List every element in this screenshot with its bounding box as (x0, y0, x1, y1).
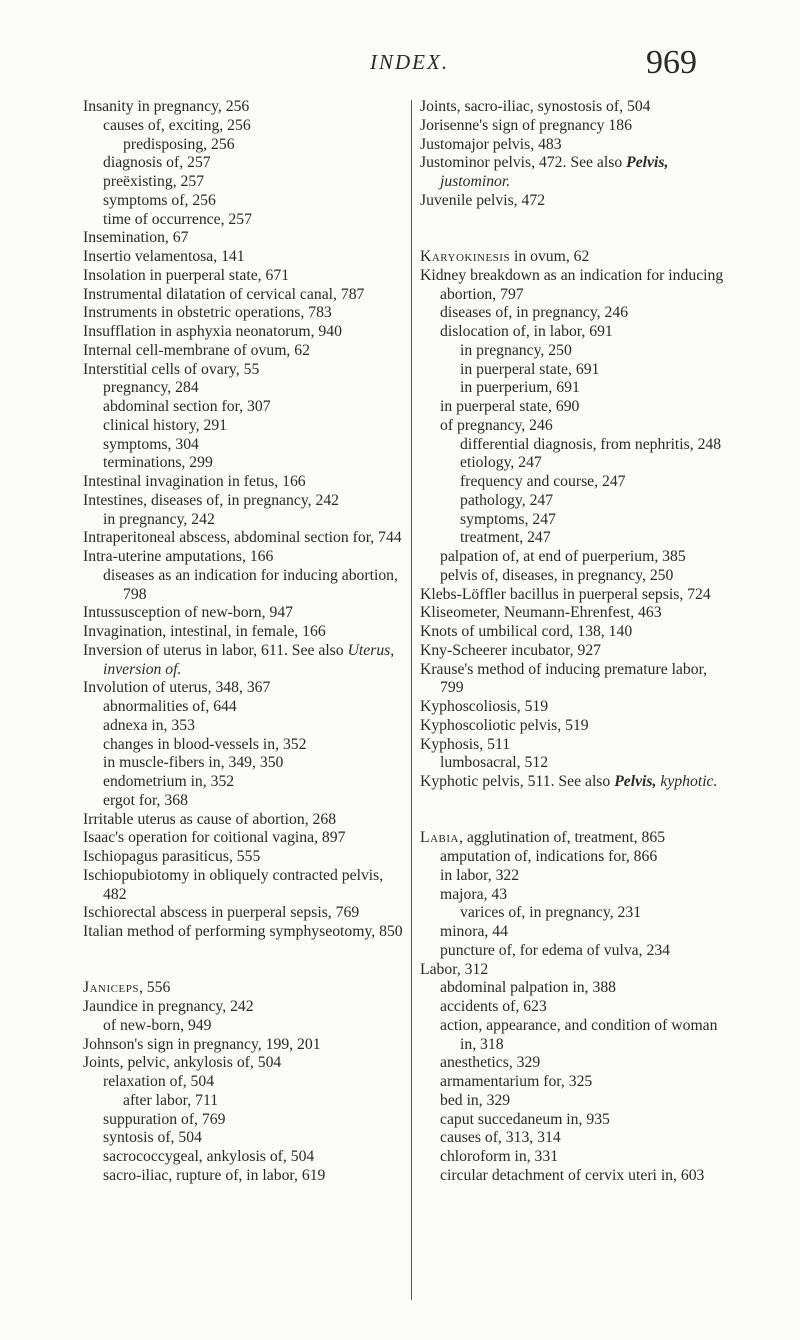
index-entry: Kliseometer, Neumann-Ehrenfest, 463 (420, 604, 662, 622)
index-entry: Kidney breakdown as an indication for inducing abortion, 797 (420, 266, 724, 303)
index-entry: Instrumental dilatation of cervical canal, 787 (83, 285, 365, 303)
index-subentry: puncture of, for edema of vulva, 234 (440, 941, 671, 959)
index-subentry: action, appearance, and condition of woman in, 318 (440, 1016, 718, 1053)
index-subentry: in puerperal state, 691 (460, 360, 600, 378)
index-subentry: in puerperium, 691 (460, 379, 580, 397)
index-subentry: circular detachment of cervix uteri in, 603 (440, 1166, 705, 1184)
index-entry: Intestines, diseases of, in pregnancy, 242 (83, 491, 340, 509)
index-subentry: treatment, 247 (460, 529, 551, 547)
index-entry: Ischiopubiotomy in obliquely contracted pelvis, 482 (83, 866, 384, 903)
index-subentry: preëxisting, 257 (103, 173, 205, 190)
index-subentry: in puerperal state, 690 (440, 398, 580, 415)
index-subentry: endometrium in, 352 (103, 773, 235, 790)
index-subentry: symptoms, 304 (103, 435, 199, 453)
index-subentry: varices of, in pregnancy, 231 (460, 904, 642, 922)
index-subentry: suppuration of, 769 (103, 1110, 226, 1128)
index-entry: Involution of uterus, 348, 367 (83, 679, 271, 697)
index-entry: Kyphoscoliotic pelvis, 519 (420, 716, 589, 734)
index-subentry: in muscle-fibers in, 349, 350 (103, 754, 284, 772)
index-subentry: abdominal section for, 307 (103, 398, 271, 415)
index-subentry: in labor, 322 (440, 866, 520, 884)
column-divider (411, 100, 412, 1300)
index-entry: Intestinal invagination in fetus, 166 (83, 473, 306, 490)
index-entry: Ischiorectal abscess in puerperal sepsis, 769 (83, 904, 360, 922)
index-subentry: pregnancy, 284 (103, 379, 199, 397)
index-subentry: palpation of, at end of puerperium, 385 (440, 548, 686, 565)
section-gap (83, 942, 408, 980)
index-entry: Isaac's operation for coitional vagina, 897 (83, 829, 346, 847)
index-subentry: clinical history, 291 (103, 416, 228, 434)
index-subentry: of new-born, 949 (103, 1016, 212, 1034)
index-subentry: time of occurrence, 257 (103, 210, 252, 228)
index-entry: Inversion of uterus in labor, 611. See also Uterus, inversion of. (83, 641, 395, 678)
index-entry: Insanity in pregnancy, 256 (83, 98, 250, 115)
index-subentry: diseases of, in pregnancy, 246 (440, 304, 629, 322)
index-entry: Intra-uterine amputations, 166 (83, 548, 274, 565)
index-entry: Krause's method of inducing premature labor, 799 (420, 660, 708, 697)
index-entry: Italian method of performing symphysеotomy, 850 (83, 923, 403, 940)
index-subentry: amputation of, indications for, 866 (440, 848, 658, 865)
index-entry: Intraperitoneal abscess, abdominal section for, 744 (83, 529, 402, 547)
index-entry: Insufflation in asphyxia neonatorum, 940 (83, 323, 342, 340)
index-subentry: terminations, 299 (103, 454, 213, 472)
section-gap (420, 211, 725, 249)
index-subentry: abnormalities of, 644 (103, 698, 237, 715)
index-entry: Juvenile pelvis, 472 (420, 191, 546, 209)
index-subentry: predisposing, 256 (123, 135, 235, 153)
index-entry: Knots of umbilical cord, 138, 140 (420, 623, 633, 640)
index-entry: Klebs-Löffler bacillus in puerperal sepsis, 724 (420, 585, 711, 603)
index-entry: Insemination, 67 (83, 229, 189, 247)
index-entry: Instruments in obstetric operations, 783 (83, 304, 332, 322)
index-subentry: in pregnancy, 242 (103, 510, 215, 528)
index-subentry: anesthetics, 329 (440, 1054, 541, 1072)
index-subentry: caput succedaneum in, 935 (440, 1110, 610, 1128)
index-subentry: diseases as an indication for inducing abortion, 798 (103, 566, 398, 603)
index-subentry: bed in, 329 (440, 1091, 511, 1109)
index-subentry: pathology, 247 (460, 491, 554, 509)
index-subentry: majora, 43 (440, 885, 508, 903)
index-entry: Kny-Scheerer incubator, 927 (420, 641, 602, 659)
index-entry: Ischiopagus parasiticus, 555 (83, 848, 261, 865)
index-subentry: accidents of, 623 (440, 998, 547, 1015)
index-entry: Kyphotic pelvis, 511. See also Pelvis, kyphotic. (420, 773, 718, 790)
index-subentry: adnexa in, 353 (103, 716, 195, 734)
index-entry: Kyphosis, 511 (420, 735, 511, 753)
index-entry: Internal cell-membrane of ovum, 62 (83, 341, 310, 359)
index-subentry: minora, 44 (440, 923, 508, 940)
index-entry: Karyokinesis in ovum, 62 (420, 248, 590, 265)
page-number: 969 (646, 44, 697, 81)
index-entry: Johnson's sign in pregnancy, 199, 201 (83, 1035, 321, 1053)
index-entry: Insolation in puerperal state, 671 (83, 266, 290, 284)
index-subentry: chloroform in, 331 (440, 1148, 559, 1165)
index-entry: Invagination, intestinal, in female, 166 (83, 623, 326, 640)
index-entry: Irritable uterus as cause of abortion, 268 (83, 810, 337, 828)
index-entry: Janiceps, 556 (83, 979, 171, 997)
index-subentry: symptoms, 247 (460, 510, 556, 528)
index-subentry: in pregnancy, 250 (460, 341, 572, 359)
index-subentry: diagnosis of, 257 (103, 154, 211, 172)
index-subentry: etiology, 247 (460, 454, 542, 472)
index-subentry: pelvis of, diseases, in pregnancy, 250 (440, 566, 674, 584)
page-header (0, 44, 800, 90)
index-subentry: relaxation of, 504 (103, 1073, 215, 1090)
index-subentry: causes of, 313, 314 (440, 1129, 561, 1147)
index-subentry: frequency and course, 247 (460, 473, 626, 490)
index-entry: Interstitial cells of ovary, 55 (83, 360, 260, 378)
index-subentry: of pregnancy, 246 (440, 416, 553, 434)
index-entry: Labor, 312 (420, 960, 489, 978)
index-subentry: causes of, exciting, 256 (103, 116, 251, 134)
section-gap (420, 792, 725, 830)
index-subentry: lumbosacral, 512 (440, 754, 549, 772)
index-entry: Jorisenne's sign of pregnancy 186 (420, 116, 632, 134)
index-entry: Joints, sacro-iliac, synostosis of, 504 (420, 98, 651, 115)
index-subentry: sacro-iliac, rupture of, in labor, 619 (103, 1166, 326, 1184)
index-entry: Labia, agglutination of, treatment, 865 (420, 829, 666, 847)
index-entry: Jaundice in pregnancy, 242 (83, 998, 254, 1015)
index-subentry: symptoms of, 256 (103, 191, 216, 209)
index-entry: Insertio velamentosa, 141 (83, 248, 245, 265)
index-subentry: changes in blood-vessels in, 352 (103, 735, 307, 753)
index-subentry: dislocation of, in labor, 691 (440, 323, 613, 340)
index-column-left (83, 98, 408, 1186)
index-subentry: differential diagnosis, from nephritis, 248 (460, 435, 722, 453)
index-entry: Justominor pelvis, 472. See also Pelvis, justominor. (420, 154, 669, 190)
index-column-right (420, 98, 725, 1186)
index-subentry: armamentarium for, 325 (440, 1073, 593, 1090)
index-entry: Intussusception of new-born, 947 (83, 604, 294, 622)
index-entry: Kyphoscoliosis, 519 (420, 698, 549, 715)
index-subentry: ergot for, 368 (103, 791, 188, 809)
index-subentry: after labor, 711 (123, 1091, 219, 1109)
index-entry: Justomajor pelvis, 483 (420, 135, 562, 153)
index-subentry: syntosis of, 504 (103, 1129, 202, 1147)
index-entry: Joints, pelvic, ankylosis of, 504 (83, 1054, 282, 1072)
index-subentry: abdominal palpation in, 388 (440, 979, 617, 997)
index-subentry: sacrococcygeal, ankylosis of, 504 (103, 1148, 315, 1165)
page-title: INDEX. (370, 50, 450, 74)
